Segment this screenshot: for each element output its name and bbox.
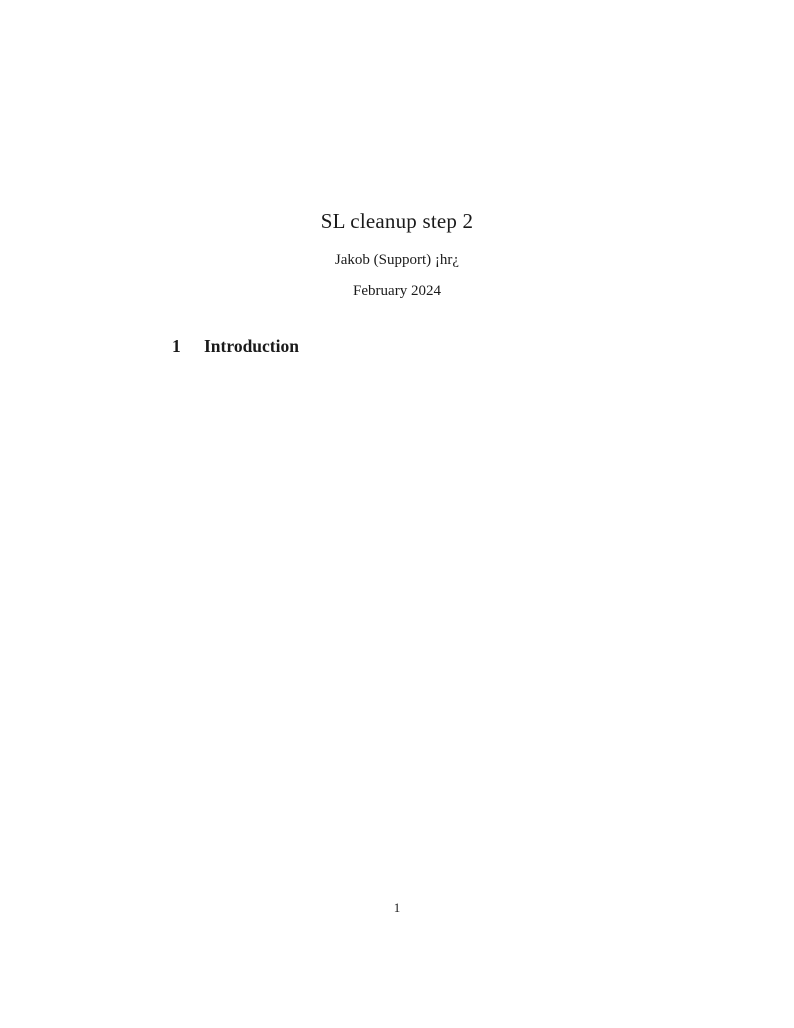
author-line: Jakob (Support) ¡hr¿ — [334, 252, 460, 268]
page-number: 1 — [393, 900, 401, 915]
section-number: 1 — [172, 336, 181, 356]
section-heading — [172, 336, 299, 357]
date-line: February 2024 — [353, 283, 441, 299]
section-title: Introduction — [204, 336, 299, 356]
document-title: SL cleanup step 2 — [320, 209, 474, 233]
